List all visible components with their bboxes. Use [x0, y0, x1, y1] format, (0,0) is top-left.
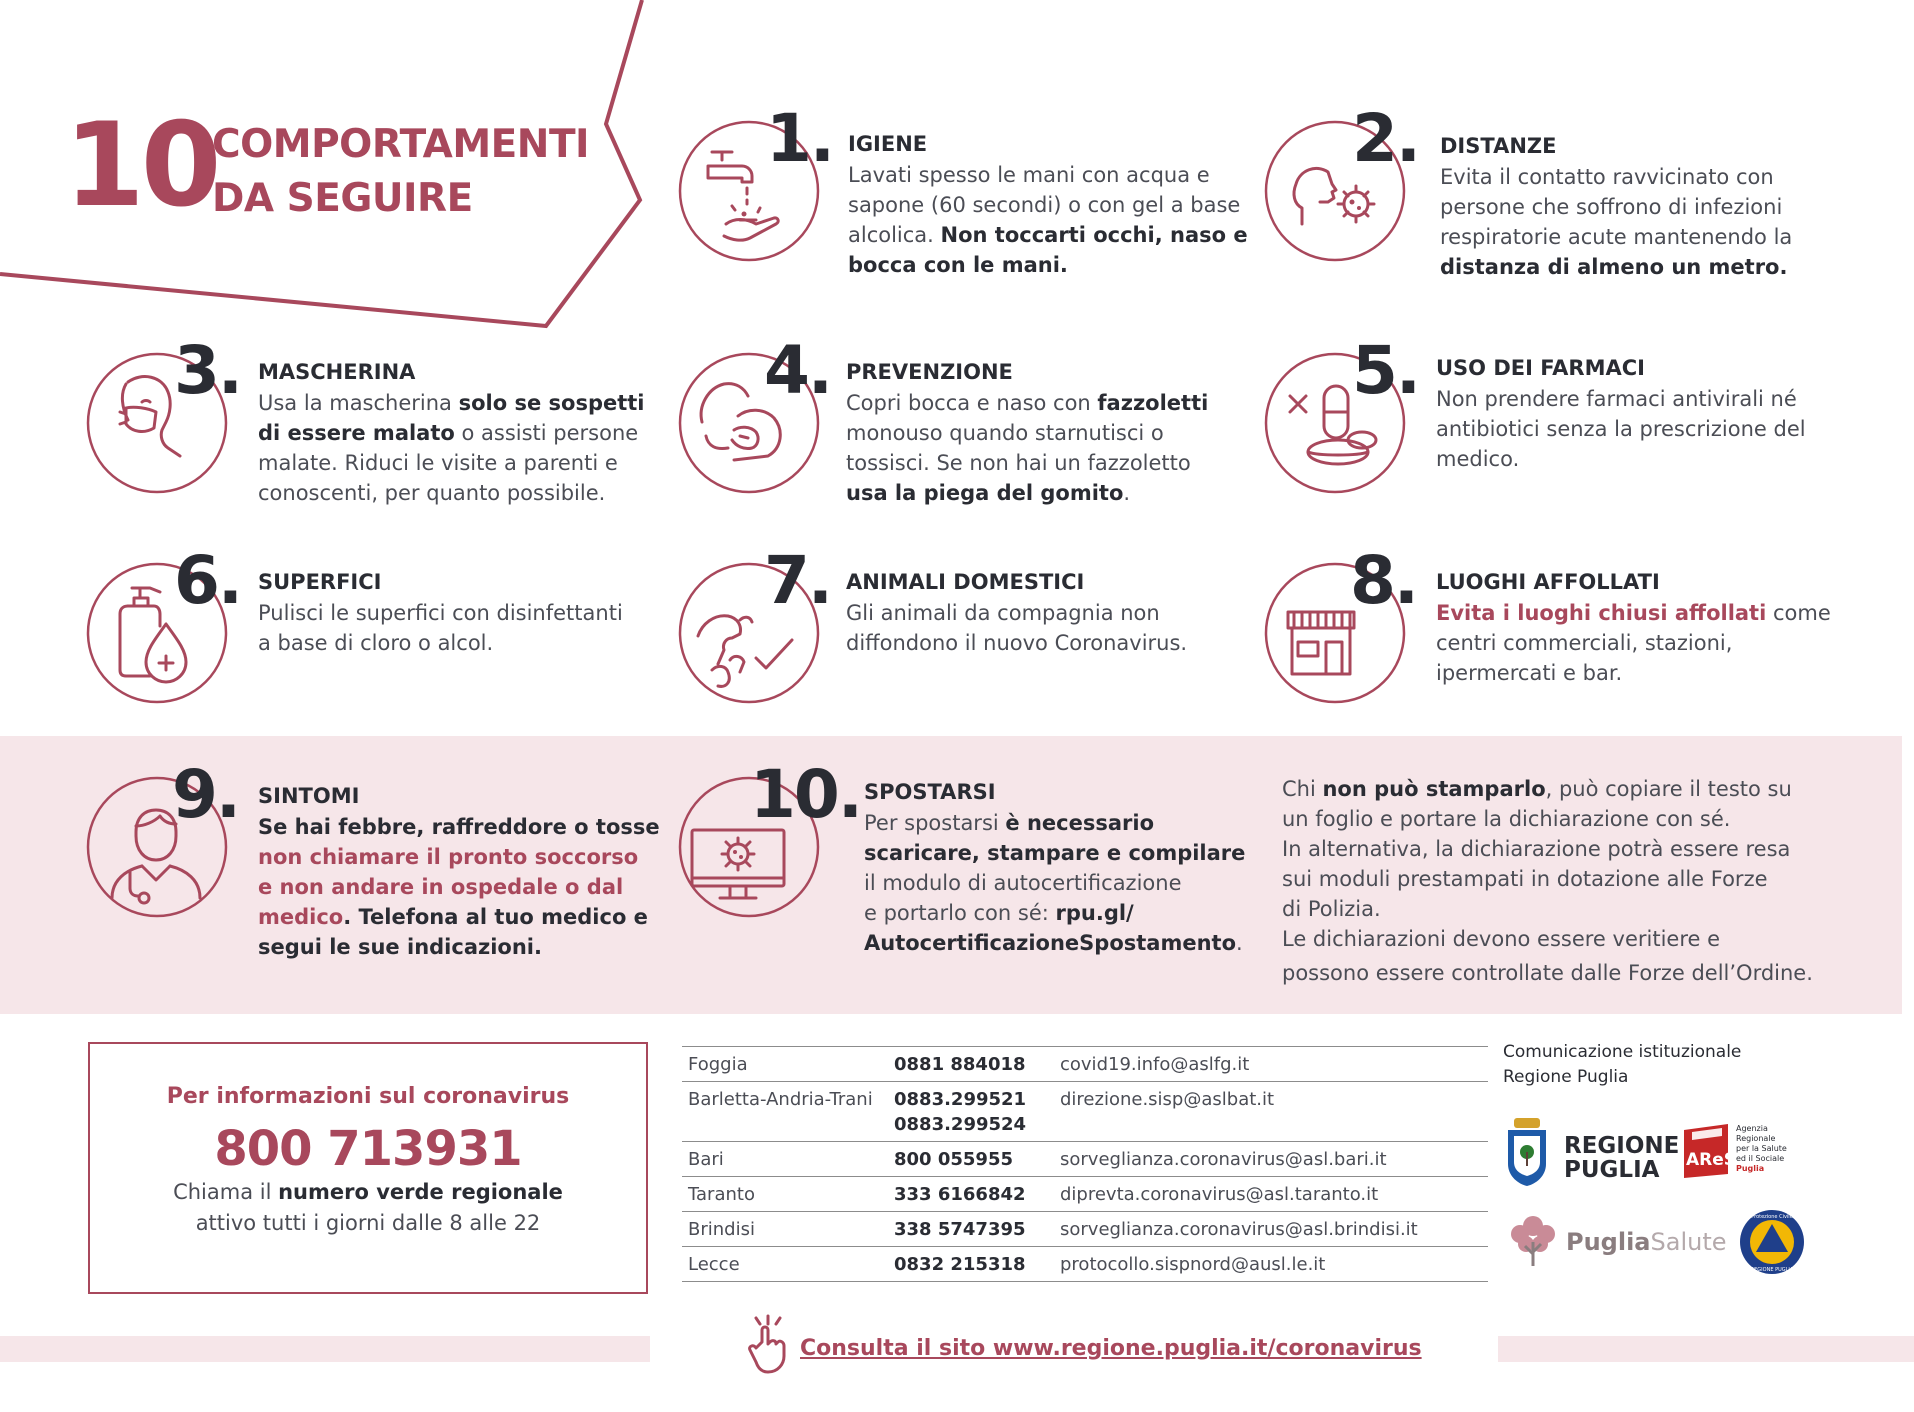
item-heading: DISTANZE — [1440, 134, 1557, 158]
item-heading: IGIENE — [848, 132, 928, 156]
item-heading: SUPERFICI — [258, 570, 382, 594]
protezione-civile-logo — [1738, 1208, 1806, 1276]
info-box — [88, 1042, 648, 1294]
contacts-table — [682, 1046, 1488, 1282]
item-sintomi — [86, 756, 660, 976]
item-number: 8. — [1350, 542, 1417, 619]
item-heading: LUOGHI AFFOLLATI — [1436, 570, 1660, 594]
item-heading: SINTOMI — [258, 784, 360, 808]
table-row: Lecce 0832 215318 protocollo.sispnord@ausl.le.it — [682, 1247, 1488, 1282]
info-lead: Per informazioni sul coronavirus — [166, 1084, 570, 1109]
click-hand-icon — [748, 1314, 788, 1378]
item-heading: ANIMALI DOMESTICI — [846, 570, 1085, 594]
aress-subtitle: Agenzia Regionale per la Salute ed il Sociale Puglia — [1736, 1124, 1787, 1173]
title-number: 10 — [64, 98, 218, 233]
aress-logo-text: AReSS — [1686, 1150, 1748, 1170]
table-row: Barletta-Andria-Trani 0883.299521 0883.299524 direzione.sisp@aslbat.it — [682, 1082, 1488, 1142]
item-distanze — [1264, 100, 1864, 320]
item-heading: SPOSTARSI — [864, 780, 996, 804]
page-title: COMPORTAMENTI DA SEGUIRE — [212, 122, 590, 221]
regione-puglia-logo: REGIONE PUGLIA — [1564, 1133, 1680, 1183]
item-description: Evita il contatto ravvicinato con persone che soffrono di infezioni respiratorie acute mantenendo la distanza di almeno un metro. — [1440, 165, 1793, 279]
svg-text:REGIONE PUGLIA: REGIONE PUGLIA — [1750, 1267, 1794, 1273]
item-number: 1. — [766, 100, 833, 177]
item-description: Gli animali da compagnia non diffondono il nuovo Coronavirus. — [846, 601, 1188, 655]
item-number: 7. — [764, 542, 831, 619]
item-heading: MASCHERINA — [258, 360, 416, 384]
puglia-salute-logo: PugliaSalute — [1566, 1228, 1727, 1256]
svg-text:Protezione Civile: Protezione Civile — [1751, 1214, 1793, 1220]
item-number: 5. — [1352, 332, 1419, 409]
item-prevenzione — [678, 332, 1238, 552]
item-number: 2. — [1352, 100, 1419, 177]
item-description: Evita i luoghi chiusi affollati come centri commerciali, stazioni, ipermercati e bar. — [1436, 601, 1831, 685]
item-igiene — [678, 100, 1248, 320]
table-row: Foggia 0881 884018 covid19.info@aslfg.it — [682, 1047, 1488, 1082]
item-description: Pulisci le superfici con disinfettanti a base di cloro o alcol. — [258, 601, 623, 655]
website-link[interactable]: Consulta il sito www.regione.puglia.it/coronavirus — [800, 1336, 1422, 1361]
item-description: Non prendere farmaci antivirali né antibiotici senza la prescrizione del medico. — [1436, 387, 1806, 471]
item-animali — [678, 542, 1238, 722]
item-description: Usa la mascherina solo se sospetti di essere malato o assisti persone malate. Riduci le visite a parenti e conoscenti, per quanto possibile. — [258, 391, 645, 505]
info-line: attivo tutti i giorni dalle 8 alle 22 — [195, 1211, 541, 1235]
autocertificazione-note: Chi non può stamparlo, può copiare il testo su un foglio e portare la dichiarazione con sé. In alternativa, la dichiarazione potrà essere resa sui moduli prestampati in dotazione alle Forze di Polizia. Le dichiarazioni devono essere veritiere e possono essere controllate dalle Forze dell’Ordine. — [1282, 777, 1813, 985]
item-farmaci — [1264, 332, 1864, 552]
item-description: Per spostarsi è necessario scaricare, stampare e compilare il modulo di autocertificazione e portarlo con sé: rpu.gl/ AutocertificazioneSpostamento. — [864, 811, 1246, 955]
item-heading: USO DEI FARMACI — [1436, 356, 1645, 380]
table-row: Bari 800 055955 sorveglianza.coronavirus@asl.bari.it — [682, 1142, 1488, 1177]
item-number: 6. — [174, 542, 241, 619]
item-description: Lavati spesso le mani con acqua e sapone (60 secondi) o con gel a base alcolica. Non toccarti occhi, naso e bocca con le mani. — [848, 163, 1248, 277]
item-number: 10. — [750, 756, 861, 833]
footer-bar-left — [0, 1336, 650, 1362]
item-description: Copri bocca e naso con fazzoletti monouso quando starnutisci o tossisci. Se non hai un fazzoletto usa la piega del gomito. — [846, 391, 1209, 505]
item-number: 9. — [172, 756, 239, 833]
table-row: Taranto 333 6166842 diprevta.coronavirus@asl.taranto.it — [682, 1177, 1488, 1212]
item-spostarsi — [678, 756, 1278, 976]
regione-puglia-crest-icon — [1506, 1116, 1548, 1188]
info-line: Chiama il numero verde regionale — [173, 1180, 563, 1204]
item-luoghi-affollati — [1264, 542, 1864, 722]
item-mascherina — [86, 332, 646, 552]
item-number: 4. — [764, 332, 831, 409]
comunicazione-label: Comunicazione istituzionale Regione Puglia — [1503, 1042, 1742, 1087]
tree-icon — [1506, 1212, 1560, 1268]
item-number: 3. — [174, 332, 241, 409]
item-description: Se hai febbre, raffreddore o tosse non chiamare il pronto soccorso e non andare in ospedale o dal medico. Telefona al tuo medico e segui le sue indicazioni. — [258, 815, 660, 959]
table-row: Brindisi 338 5747395 sorveglianza.coronavirus@asl.brindisi.it — [682, 1212, 1488, 1247]
item-superfici — [86, 542, 646, 722]
info-phone[interactable]: 800 713931 — [214, 1121, 522, 1177]
item-heading: PREVENZIONE — [846, 360, 1013, 384]
footer-bar-right — [1498, 1336, 1914, 1362]
